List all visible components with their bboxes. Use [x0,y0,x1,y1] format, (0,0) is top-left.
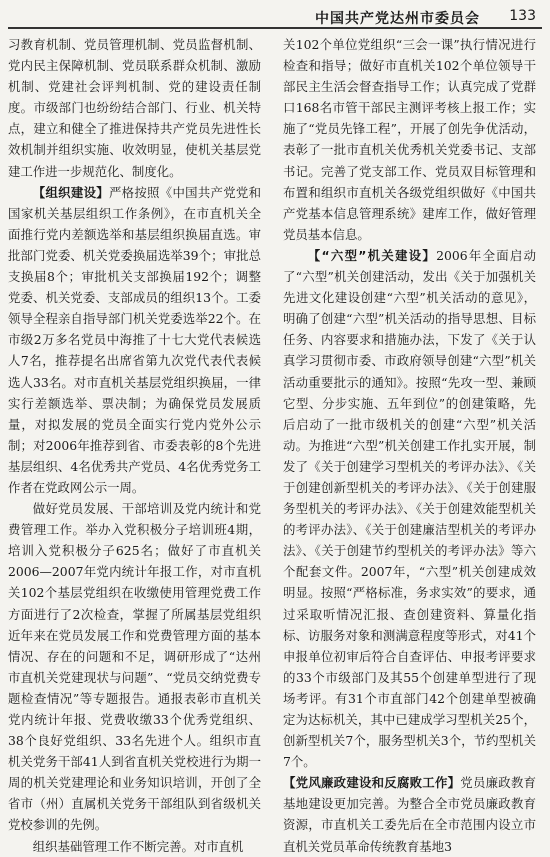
page-number: 133 [509,8,536,24]
paragraph: 做好党员发展、干部培训及党内统计和党费管理工作。举办入党积极分子培训班4期，培训入党积极分子625名；做好了市直机关2006—2007年党内统计年报工作，对市直机关102个基层党组织在收缴使用管理党费工作方面进行了2次检查，掌握了所属基层党组织近年来在党员发展工作和党费管理方面的基本情况、存在的问题和不足，调研形成了“达州市直机关党建现状与问题”、“党员交纳党费专题检查情况”等专题报告。通报表彰市直机关党内统计年报、党费收缴33个优秀党组织、38个良好党组织、33名先进个人。组织市直机关党务干部41人到省直机关党校进行为期一周的机关党建理论和业务知识培训，开创了全省市（州）直属机关党务干部组队到省级机关党校参训的先例。 [8,501,261,833]
paragraph: 组织基础管理工作不断完善。对市直机 [32,838,244,854]
section-keyword: 【“六型”机关建设】 [307,247,437,263]
paragraph: 【组织建设】严格按照《中国共产党党和国家机关基层组织工作条例》，在市直机关全面推行党内差额选举和基层组织换届直选。审批部门党委、机关党委换届选举39个；审批总支换届8个；审批机关支部换届192个；调整党委、机关党委、支部成员的组织13个。工委领导全程亲自指导部门机关党委选举22个。在市级2万多名党员中海推了十七大党代表候选人7名，推荐提名出席省第九次党代表代表候选人33名。对市直机关基层党组织换届，一律实行差额选举、票决制；为确保党员发展质量，对拟发展的党员全面实行党内党外公示制；对2006年推荐到省、市委表彰的8个先进基层组织、4名优秀共产党员、4名优秀党务工作者在党政网公示一周。 [8,184,262,495]
paragraph: 关102个单位党组织“三会一课”执行情况进行检查和指导；做好市直机关102个单位领导干部民主生活会督查指导工作；认真完成了党群口168名市管干部民主测评考核上报工作；实施了“党员先锋工程”，开展了创先争优活动，表彰了一批市直机关优秀机关党委书记、支部书记。完善了党支部工作、党员双目标管理和布置和组织市直机关各级党组织做好《中国共产党基本信息管理系统》建库工作，做好管理党员基本信息。 [283,37,536,242]
page-header [0,0,550,28]
section-keyword: 【党风廉政建设和反腐败工作】 [283,775,461,791]
header-title: 中国共产党达州市委员会 [315,11,480,27]
paragraph: 习教育机制、党员管理机制、党员监督机制、党内民主保障机制、党员联系群众机制、激励机制、党建社会评判机制、党的建设责任制度。市级部门也纷纷结合部门、行业、机关特点，建立和健全了推进保持共产党员先进性长效机制并组织实施、收效明显，使机关基层党建工作进一步规范化、制度化。 [8,37,261,179]
right-column [283,34,536,857]
left-column [8,34,261,857]
paragraph: 【“六型”机关建设】2006年全面启动了“六型”机关创建活动，发出《关于加强机关先进文化建设创建“六型”机关活动的意见》，明确了创建“六型”机关活动的指导思想、目标任务、内容要求和措施办法，下发了《关于认真学习贯彻市委、市政府领导创建“六型”机关活动重要批示的通知》。按照“先攻一型、兼顾它型、分步实施、五年到位”的创建策略，先后启动了一批市级机关的创建“六型”机关活动。为推进“六型”机关创建工作扎实开展，制发了《关于创建学习型机关的考评办法》、《关于创建创新型机关的考评办法》、《关于创建服务型机关的考评办法》、《关于创建效能型机关的考评办法》、《关于创建廉洁型机关的考评办法》、《关于创建节约型机关的考评办法》等六个配套文件。2007年，“六型”机关创建成效明显。按照“严格标准，务求实效”的要求，通过采取听情况汇报、查创建资料、算量化指标、访服务对象和测满意程度等形式，对41个申报单位初审后符合自查评估、申报考评要求的33个市级部门及其55个创建单型进行了现场考评。有31个市直部门42个创建单型被确定为达标机关，其中已建成学习型机关25个，创新型机关7个，服务型机关3个，节约型机关7个。 [283,247,536,770]
section-keyword: 【组织建设】 [32,184,109,200]
header-rule [8,27,542,29]
paragraph: 【党风廉政建设和反腐败工作】党员廉政教育基地建设更加完善。为整合全市党员廉政教育资源，市直机关工委先后在全市范围内设立市直机关党员革命传统教育基地3 [283,775,537,854]
